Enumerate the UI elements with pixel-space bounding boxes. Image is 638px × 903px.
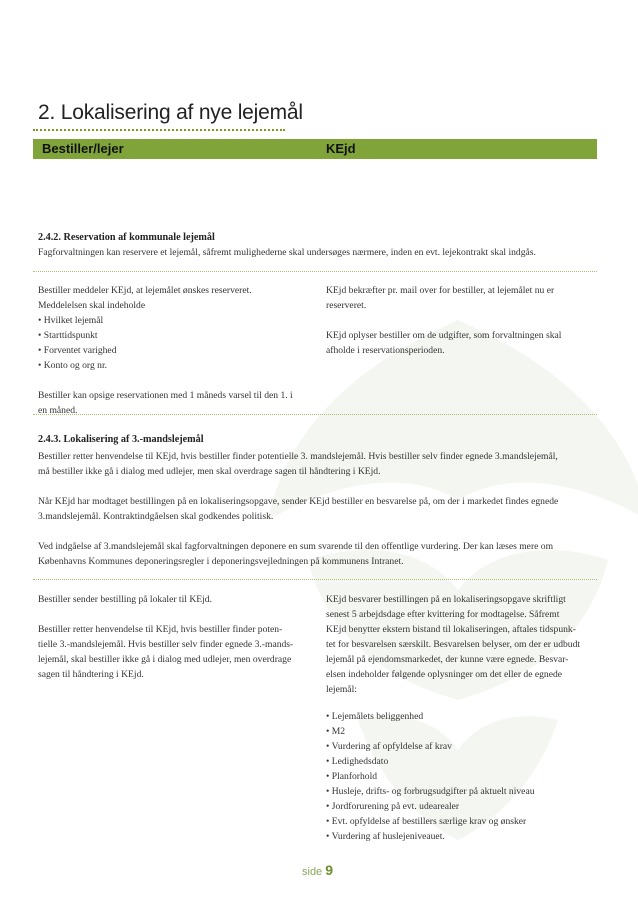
text-line: tielle 3.-mandslejemål. Hvis bestiller selv finder egnede 3.-mands- — [38, 639, 294, 650]
text-line: Ved indgåelse af 3.mandslejemål skal fagforvaltningen deponere en sum svarende til den offentlige vurdering. Der kan læses mere om — [38, 541, 554, 552]
text-line: sagen til håndtering i KEjd. — [38, 669, 144, 680]
text-line: en måned. — [38, 405, 78, 416]
divider — [33, 271, 597, 272]
text-line: elsen indeholder følgende oplysninger om det eller de egnede — [326, 669, 563, 680]
page-number: 9 — [325, 862, 334, 878]
text-line: lejemål på ejendomsmarkedet, der kunne være egnede. Besvar- — [326, 654, 569, 665]
list-item: • M2 — [326, 726, 346, 737]
text-line: afholde i reservationsperioden. — [326, 345, 445, 356]
footer-label: side — [302, 866, 323, 878]
list-item: • Vurdering af opfyldelse af krav — [326, 741, 452, 752]
text-line: 3.mandslejemål. Kontraktindgåelsen skal godkendes politisk. — [38, 511, 274, 522]
lokalisering-paragraphs — [38, 449, 598, 569]
page-footer — [302, 862, 333, 878]
section-title-text: Lokalisering af nye lejemål — [60, 101, 303, 124]
bar-label-bestiller: Bestiller/lejer — [42, 141, 124, 156]
text-line: må bestiller ikke gå i dialog med udlejer, men skal overdrage sagen til håndtering i KEjd. — [38, 466, 381, 477]
section-title — [38, 101, 303, 125]
column-header-bar — [33, 139, 597, 159]
spacer — [38, 479, 598, 494]
intro-reservation: Fagforvaltningen kan reservere et lejemål, såfremt mulighederne skal undersøges nærmere, inden en evt. lejekontrakt skal indgås. — [38, 247, 536, 258]
list-item: • Planforhold — [326, 771, 378, 782]
title-underline — [33, 129, 285, 131]
text-line: lejemål: — [326, 684, 357, 695]
divider — [33, 579, 597, 580]
list-item: • Jordforurening på evt. udearealer — [326, 801, 460, 812]
text-line: Meddelelsen skal indeholde — [38, 300, 146, 311]
list-item: • Ledighedsdato — [326, 756, 389, 767]
text-line: senest 5 arbejdsdage efter kvittering for modtagelse. Såfremt — [326, 609, 560, 620]
list-item: • Vurdering af huslejeniveauet. — [326, 831, 445, 842]
text-line: KEjd besvarer bestillingen på en lokaliseringsopgave skriftligt — [326, 594, 566, 605]
lokalisering-bestiller-column — [38, 592, 318, 682]
reservation-kejd-column — [326, 283, 596, 358]
text-line: Bestiller retter henvendelse til KEjd, hvis bestiller finder potentielle 3. mandslejemål. Hvis bestiller selv finder egnede 3.mandslejemål, — [38, 451, 558, 462]
heading-lokalisering: 2.4.3. Lokalisering af 3.-mandslejemål — [38, 434, 204, 445]
text-line: KEjd bekræfter pr. mail over for bestiller, at lejemålet nu er — [326, 285, 555, 296]
list-item: • Starttidspunkt — [38, 330, 98, 341]
text-line: lejemål, skal bestiller ikke gå i dialog med udlejer, men overdrage — [38, 654, 292, 665]
list-item: • Konto og org nr. — [38, 360, 108, 371]
spacer — [38, 524, 598, 539]
bar-label-kejd: KEjd — [326, 141, 356, 156]
text-line: Bestiller meddeler KEjd, at lejemålet ønskes reserveret. — [38, 285, 252, 296]
lokalisering-kejd-column — [326, 592, 598, 844]
spacer — [326, 697, 598, 709]
text-line: Bestiller retter henvendelse til KEjd, hvis bestiller finder poten- — [38, 624, 283, 635]
list-item: • Hvilket lejemål — [38, 315, 104, 326]
list-item: • Forventet varighed — [38, 345, 117, 356]
divider — [33, 414, 597, 415]
section-number: 2. — [38, 101, 56, 124]
spacer — [38, 607, 318, 622]
text-line: KEjd oplyser bestiller om de udgifter, som forvaltningen skal — [326, 330, 562, 341]
text-line: Københavns Kommunes deponeringsregler i deponeringsvejledningen på kommunens Intranet. — [38, 556, 404, 567]
text-line: Bestiller kan opsige reservationen med 1 måneds varsel til den 1. i — [38, 390, 293, 401]
text-line: reserveret. — [326, 300, 367, 311]
text-line: Bestiller sender bestilling på lokaler til KEjd. — [38, 594, 212, 605]
text-line: Når KEjd har modtaget bestillingen på en lokaliseringsopgave, sender KEjd bestiller en besvarelse på, om der i markedet findes egnede — [38, 496, 559, 507]
list-item: • Evt. opfyldelse af bestillers særlige krav og ønsker — [326, 816, 527, 827]
heading-reservation: 2.4.2. Reservation af kommunale lejemål — [38, 232, 215, 243]
spacer — [38, 373, 316, 388]
text-line: KEjd benytter ekstern bistand til lokaliseringen, aftales tidspunk- — [326, 624, 576, 635]
list-item: • Husleje, drifts- og forbrugsudgifter på aktuelt niveau — [326, 786, 535, 797]
list-item: • Lejemålets beliggenhed — [326, 711, 424, 722]
spacer — [326, 313, 596, 328]
text-line: tet for besvarelsen særskilt. Besvarelsen belyser, om der er udbudt — [326, 639, 581, 650]
reservation-bestiller-column — [38, 283, 316, 418]
